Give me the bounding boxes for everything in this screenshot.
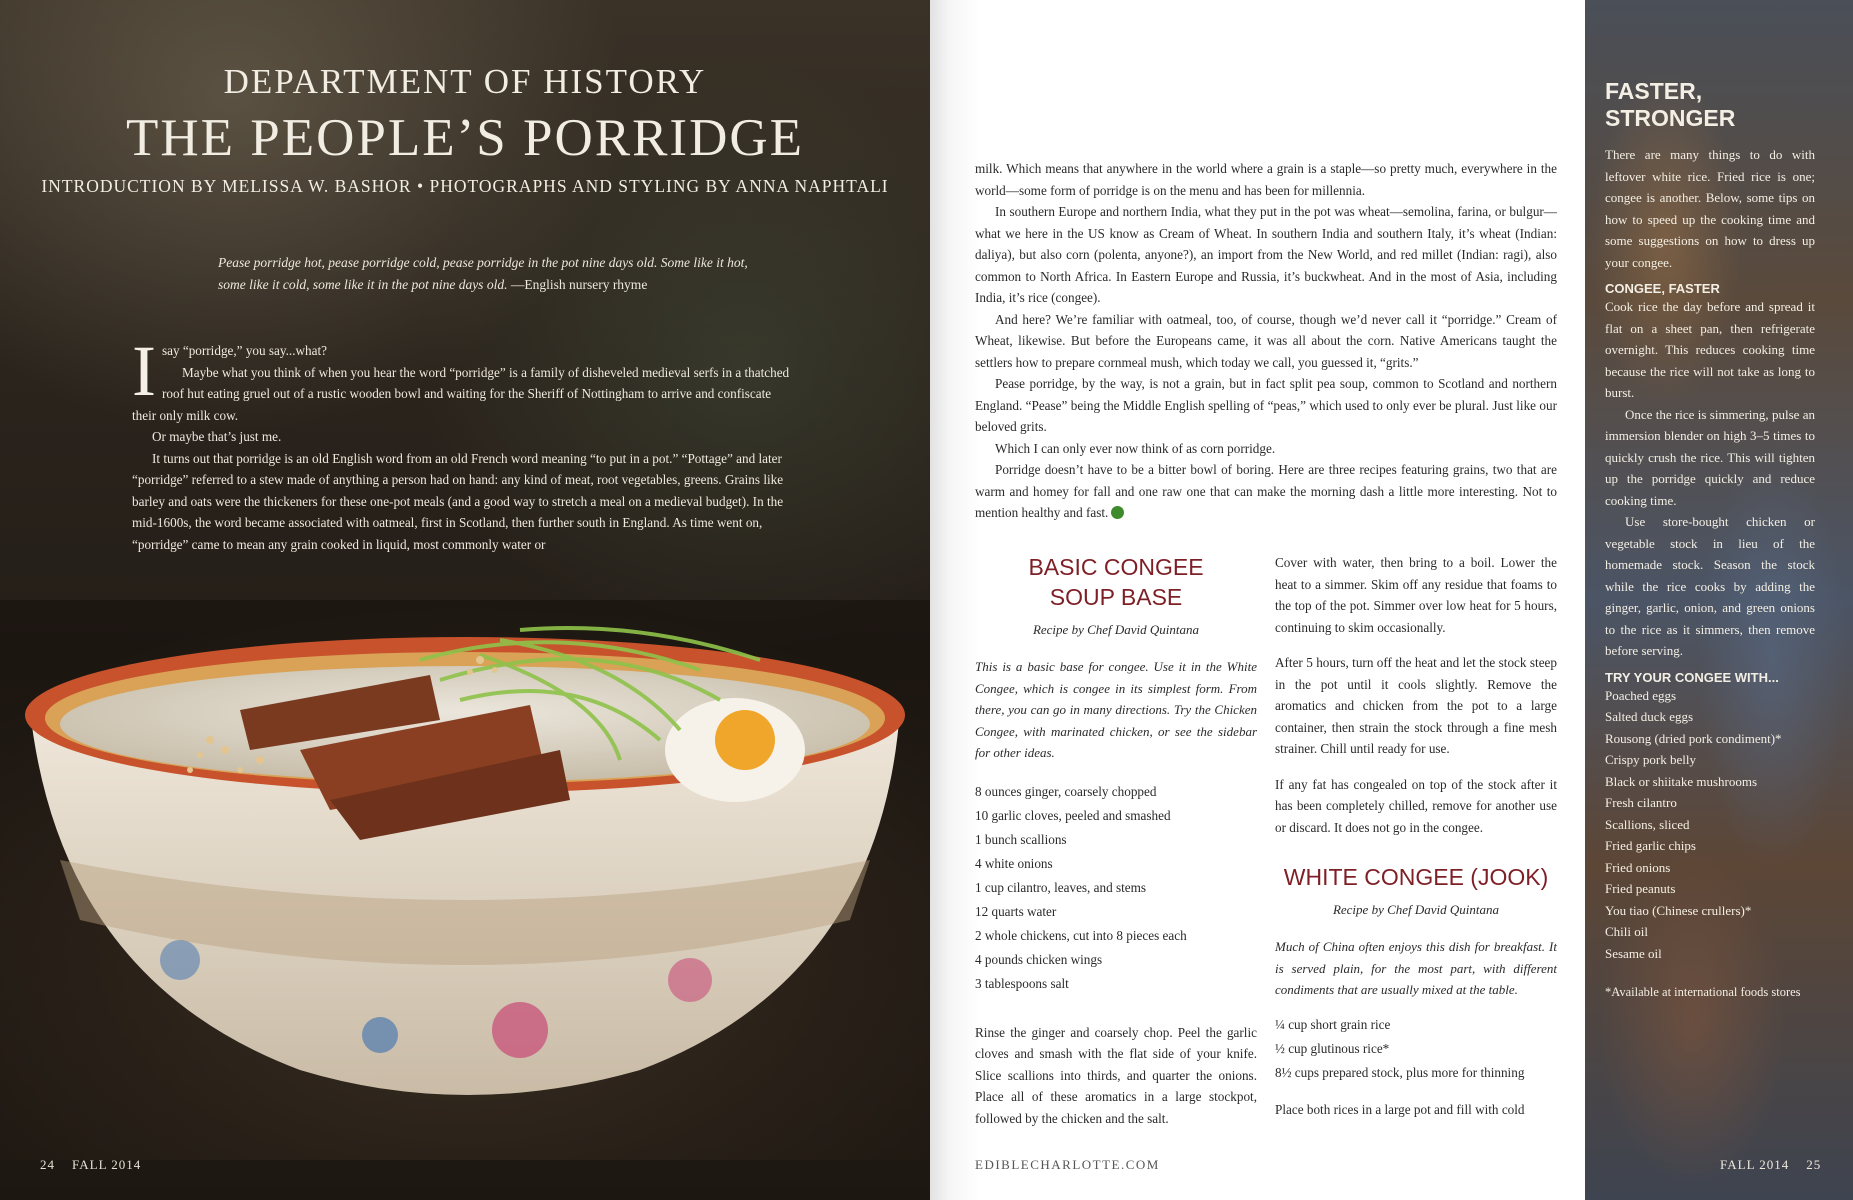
body-paragraph: In southern Europe and northern India, what they put in the pot was wheat—semolina, farina, or bulgur—what we here in the US know as Cream of Wheat. In southern India and southern Italy, it’s wheat (Indian: daliya), but also corn (polenta, anyone?), an import from the New World, and red millet (Indian: ragi), also common to North Africa. In Eastern Europe and Russia, it’s buckwheat. And in the most of Asia, including India, it’s rice (congee). — [975, 204, 1557, 305]
topping-item: Rousong (dried pork condiment)* — [1605, 730, 1782, 746]
sidebar-footnote: *Available at international foods stores — [1605, 985, 1801, 999]
body-paragraph: milk. Which means that anywhere in the world where a grain is a staple—so pretty much, everywhere in the world—some form of porridge is on the menu and has been for millennia. — [975, 161, 1557, 198]
ingredient-item: 1 cup cilantro, leaves, and stems — [975, 879, 1147, 895]
ingredient-item: 4 pounds chicken wings — [975, 951, 1103, 967]
article-continued — [975, 158, 1557, 524]
sidebar-section-heading: TRY YOUR CONGEE WITH... — [1605, 669, 1779, 685]
topping-item: Fried onions — [1605, 859, 1671, 875]
recipe-method — [975, 1022, 1257, 1130]
method-step: If any fat has congealed on top of the stock after it has been completely chilled, remove for another use or discard. It does not go in the congee. — [1275, 776, 1557, 835]
sidebar-section-heading: CONGEE, FASTER — [1605, 281, 1720, 296]
ingredient-list — [975, 780, 1257, 996]
ingredient-item: ¼ cup short grain rice — [1275, 1016, 1391, 1032]
recipe-column-left — [975, 552, 1257, 1129]
sidebar-intro: There are many things to do with leftover white rice. Fried rice is one; congee is another. Below, some tips on how to speed up the cooking time and some suggestions on how to dress up your congee. — [1605, 147, 1815, 270]
recipe-byline: Recipe by Chef David Quintana — [1032, 622, 1200, 637]
topping-item: Poached eggs — [1605, 687, 1677, 703]
recipe-title-basic-congee: BASIC CONGEE SOUP BASE — [1028, 554, 1204, 610]
intro-paragraph: Or maybe that’s just me. — [152, 429, 282, 444]
topping-item: You tiao (Chinese crullers)* — [1605, 902, 1752, 918]
recipe-title-white-congee: WHITE CONGEE (JOOK) — [1283, 864, 1549, 890]
epigraph-text: Pease porridge hot, pease porridge cold, pease porridge in the pot nine days old. Some like it hot, some like it cold, some like it in the pot nine days old. — [218, 255, 748, 292]
article-title: THE PEOPLE’S PORRIDGE — [125, 109, 805, 167]
sidebar-tip: Use store-bought chicken or vegetable stock in lieu of the homemade stock. Season the stock while the rice cooks by adding the ginger, garlic, onion, and green onions to the rice as it simmers, then remove before serving. — [1605, 514, 1815, 658]
ingredient-item: 8 ounces ginger, coarsely chopped — [975, 783, 1157, 799]
topping-item: Black or shiitake mushrooms — [1605, 773, 1758, 789]
method-step: Rinse the ginger and coarsely chop. Peel the garlic cloves and smash with the flat side of your knife. Slice scallions into thirds, and quarter the onions. Place all of these aromatics in a large stockpot, followed by the chicken and the salt. — [975, 1024, 1257, 1126]
department-label: DEPARTMENT OF HISTORY — [223, 62, 707, 101]
body-paragraph: Porridge doesn’t have to be a bitter bowl of boring. Here are three recipes featuring grains, two that are warm and homey for fall and one raw one that can make the morning dash a little more interesting. Not to mention healthy and fast. — [975, 462, 1557, 520]
left-folio: 24 FALL 2014 — [40, 1157, 142, 1172]
recipe-column-right — [1275, 552, 1557, 1134]
site-url: EDIBLECHARLOTTE.COM — [975, 1157, 1160, 1172]
recipe-byline: Recipe by Chef David Quintana — [1332, 902, 1500, 917]
recipe-method — [1275, 1099, 1557, 1121]
body-paragraph: And here? We’re familiar with oatmeal, too, of course, though we’d never call it “porridge.” Cream of Wheat, likewise. But before the Europeans came, it was all about the corn. Native Americans taught the settlers how to prepare cornmeal mush, which today we call, you guessed it, “grits.” — [975, 311, 1557, 370]
topping-item: Sesame oil — [1605, 945, 1662, 961]
topping-list — [1605, 685, 1815, 965]
method-step: Place both rices in a large pot and fill with cold — [1275, 1101, 1525, 1117]
body-paragraph: Which I can only ever now think of as corn porridge. — [995, 440, 1276, 456]
recipe-method-continued — [1275, 552, 1557, 838]
ingredient-list — [1275, 1013, 1557, 1085]
topping-item: Fried peanuts — [1605, 881, 1676, 896]
sidebar-title: FASTER, STRONGER — [1605, 78, 1736, 131]
article-header — [0, 62, 930, 197]
recipe-description: Much of China often enjoys this dish for breakfast. It is served plain, for the most part, with different condiments that are usually mixed at the table. — [1275, 939, 1557, 997]
topping-item: Fried garlic chips — [1605, 838, 1696, 853]
sidebar — [1585, 0, 1853, 1200]
sidebar-content — [1605, 78, 1815, 1003]
ingredient-item: 10 garlic cloves, peeled and smashed — [975, 807, 1171, 823]
recipe-white-congee — [1275, 862, 1557, 1120]
ingredient-item: 12 quarts water — [975, 903, 1057, 919]
congee-bowl-photo — [0, 600, 930, 1160]
right-folio: FALL 2014 25 — [1720, 1157, 1822, 1172]
topping-item: Scallions, sliced — [1605, 816, 1690, 832]
ingredient-item: 8½ cups prepared stock, plus more for thinning — [1275, 1064, 1525, 1080]
epigraph-source: —English nursery rhyme — [507, 277, 648, 292]
topping-item: Chili oil — [1605, 924, 1648, 939]
intro-text — [132, 331, 792, 555]
intro-paragraph: It turns out that porridge is an old English word from an old French word meaning “to put in a pot.” “Pottage” and later “porridge” referred to a stew made of anything a person had on hand: any kind of meat, root vegetables, greens. Grains like barley and oats were the thickeners for these one-pot meals (and a good way to stretch a meal on a medieval budget). In the mid-1600s, the word became associated with oatmeal, first in Scotland, then further south in England. As time went on, “porridge” came to mean any grain cooked in liquid, most commonly water or — [132, 450, 784, 552]
end-mark-icon — [1111, 506, 1124, 519]
method-step: After 5 hours, turn off the heat and let the stock steep in the pot until it cools slightly. Remove the aromatics and chicken from the pot to a large container, then strain the stock through a fine mesh strainer. Chill until ready for use. — [1275, 655, 1557, 756]
ingredient-item: 4 white onions — [975, 855, 1053, 871]
ingredient-item: ½ cup glutinous rice* — [1275, 1040, 1390, 1056]
topping-item: Crispy pork belly — [1605, 752, 1696, 767]
method-step: Cover with water, then bring to a boil. Lower the heat to a simmer. Skim off any residue that foams to the top of the pot. Simmer over low heat for 5 hours, continuing to skim occasionally. — [1275, 555, 1557, 635]
topping-item: Salted duck eggs — [1605, 709, 1694, 724]
intro-paragraph: I say “porridge,” you say...what? — [132, 331, 328, 411]
body-paragraph: Pease porridge, by the way, is not a grain, but in fact split pea soup, common to Scotland and northern England. “Pease” being the Middle English spelling of “peas,” which used to only ever be plural. Just like our beloved grits. — [975, 376, 1557, 434]
ingredient-item: 3 tablespoons salt — [975, 975, 1069, 991]
intro-paragraph: Maybe what you think of when you hear the word “porridge” is a family of disheveled medieval serfs in a thatched roof hut eating gruel out of a rustic wooden bowl and waiting for the Sheriff of Nottingham to arrive and confiscate their only milk cow. — [132, 364, 790, 423]
ingredient-item: 1 bunch scallions — [975, 831, 1067, 847]
ingredient-item: 2 whole chickens, cut into 8 pieces each — [975, 927, 1187, 943]
recipe-description: This is a basic base for congee. Use it in the White Congee, which is congee in its simplest form. From there, you can go in many directions. Try the Chicken Congee, with marinated chicken, or see the sidebar for other ideas. — [975, 659, 1257, 760]
topping-item: Fresh cilantro — [1605, 795, 1677, 810]
epigraph — [218, 252, 758, 296]
right-page — [930, 0, 1585, 1200]
sidebar-tip: Once the rice is simmering, pulse an immersion blender on high 3–5 times to quickly crush the rice. This will tighten up the porridge quickly and reduce cooking time. — [1605, 406, 1815, 508]
article-credits: INTRODUCTION BY MELISSA W. BASHOR • PHOTOGRAPHS AND STYLING BY ANNA NAPHTALI — [41, 176, 889, 196]
drop-cap: I — [132, 331, 156, 411]
sidebar-tip: Cook rice the day before and spread it flat on a sheet pan, then refrigerate overnight. This reduces cooking time because the rice will not take as long to burst. — [1605, 299, 1815, 400]
